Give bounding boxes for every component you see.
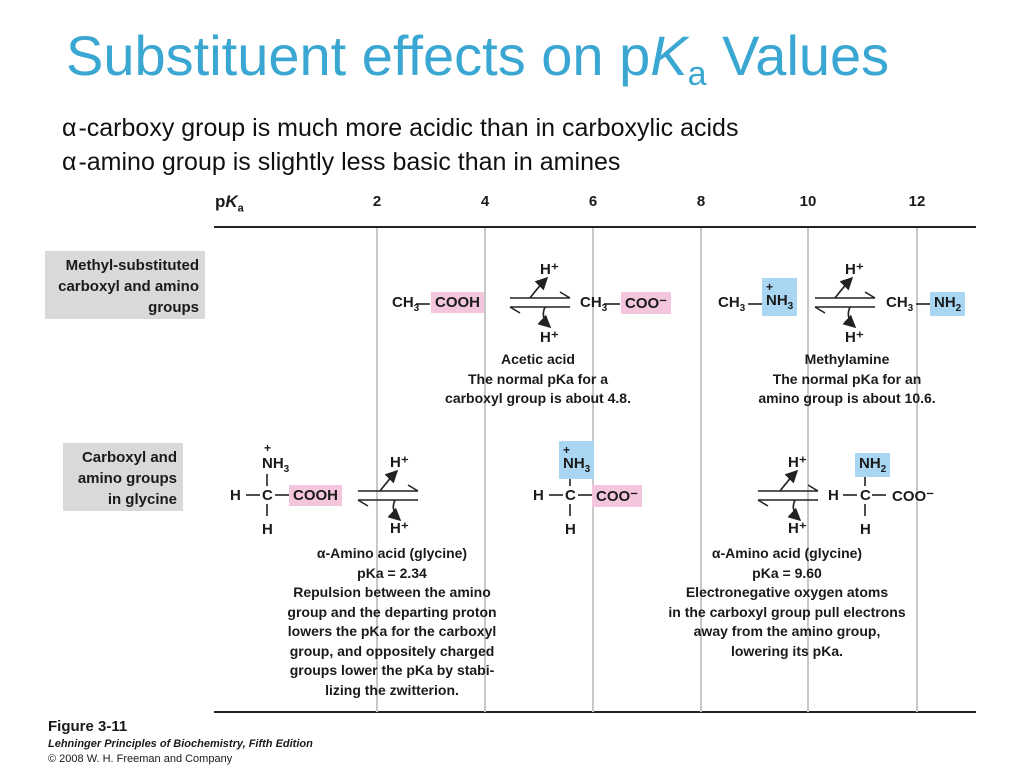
carboxylate-group: COO⁻ [592, 485, 642, 507]
page-title: Substituent effects on $pK_a$ Values [66, 24, 890, 93]
proton-label: H⁺ [390, 520, 409, 537]
glycine-h: H [230, 487, 241, 504]
methylamine-right: $CH_3$ [886, 294, 914, 314]
axis-title: $pK_a$ [215, 192, 244, 215]
amino-group: $NH_2$ [930, 292, 965, 316]
caption-glycine-amino: α-Amino acid (glycine) pKa = 9.60 Electronegative oxygen atoms in the carboxyl group pull electrons away from the amino group, lowering its pKa. [668, 545, 906, 659]
axis-tick: 8 [696, 193, 706, 210]
proton-label: H⁺ [845, 329, 864, 346]
glycine-h-bottom: H [262, 521, 273, 538]
glycine-alpha-carbon: C [262, 487, 273, 504]
charge-plus: + [264, 441, 272, 455]
axis-tick: 2 [372, 193, 382, 210]
proton-label: H⁺ [540, 329, 559, 346]
carboxylate-group: COO⁻ [892, 488, 935, 505]
axis-tick: 10 [799, 193, 817, 210]
carboxyl-group-protonated: COOH [431, 292, 484, 313]
acetic-acid-left: $CH_3$ [392, 294, 420, 314]
proton-label: H⁺ [788, 520, 807, 537]
ammonium-group: + $NH_3$ [762, 278, 797, 316]
axis-tick: 6 [588, 193, 598, 210]
book-title: Lehninger Principles of Biochemistry, Fifth Edition [48, 738, 313, 750]
glycine-amino: $NH_3$ [262, 455, 290, 475]
ammonium-group: + $NH_3$ [559, 441, 594, 479]
glycine-h-bottom: H [565, 521, 576, 538]
row-label-methyl: Methyl-substituted carboxyl and amino groups [45, 251, 205, 319]
caption-methylamine: Methylamine The normal pKa for an amino group is about 10.6. [758, 351, 936, 406]
carboxylate-group: COO⁻ [621, 292, 671, 314]
alpha-symbol: α [62, 148, 77, 176]
glycine-h: H [828, 487, 839, 504]
glycine-alpha-carbon: C [860, 487, 871, 504]
bullet-amino: α-amino group is slightly less basic than in amines [62, 148, 621, 176]
proton-label: H⁺ [390, 454, 409, 471]
amino-group: $NH_2$ [855, 453, 890, 477]
bullet-carboxy: α-carboxy group is much more acidic than in carboxylic acids [62, 114, 739, 142]
copyright: © 2008 W. H. Freeman and Company [48, 753, 233, 765]
alpha-symbol: α [62, 114, 77, 142]
figure-credit [48, 718, 313, 765]
glycine-h-bottom: H [860, 521, 871, 538]
proton-label: H⁺ [788, 454, 807, 471]
figure-label: Figure 3-11 [48, 718, 128, 735]
proton-label: H⁺ [845, 261, 864, 278]
carboxyl-group-protonated: COOH [289, 485, 342, 506]
row-label-glycine: Carboxyl and amino groups in glycine [63, 443, 183, 511]
acetic-acid-right: $CH_3$ [580, 294, 608, 314]
methylamine-left: $CH_3$ [718, 294, 746, 314]
caption-acetic-acid: Acetic acid The normal pKa for a carboxyl group is about 4.8. [445, 351, 631, 406]
axis-tick: 4 [480, 193, 490, 210]
glycine-h: H [533, 487, 544, 504]
proton-label: H⁺ [540, 261, 559, 278]
axis-tick: 12 [908, 193, 926, 210]
caption-glycine-carboxyl: α-Amino acid (glycine) pKa = 2.34 Repulsion between the amino group and the departing proton lowers the pKa for the carboxyl group, and oppositely charged groups lower the pKa by stabi- lizing the zwitterion. [287, 545, 497, 698]
glycine-alpha-carbon: C [565, 487, 576, 504]
